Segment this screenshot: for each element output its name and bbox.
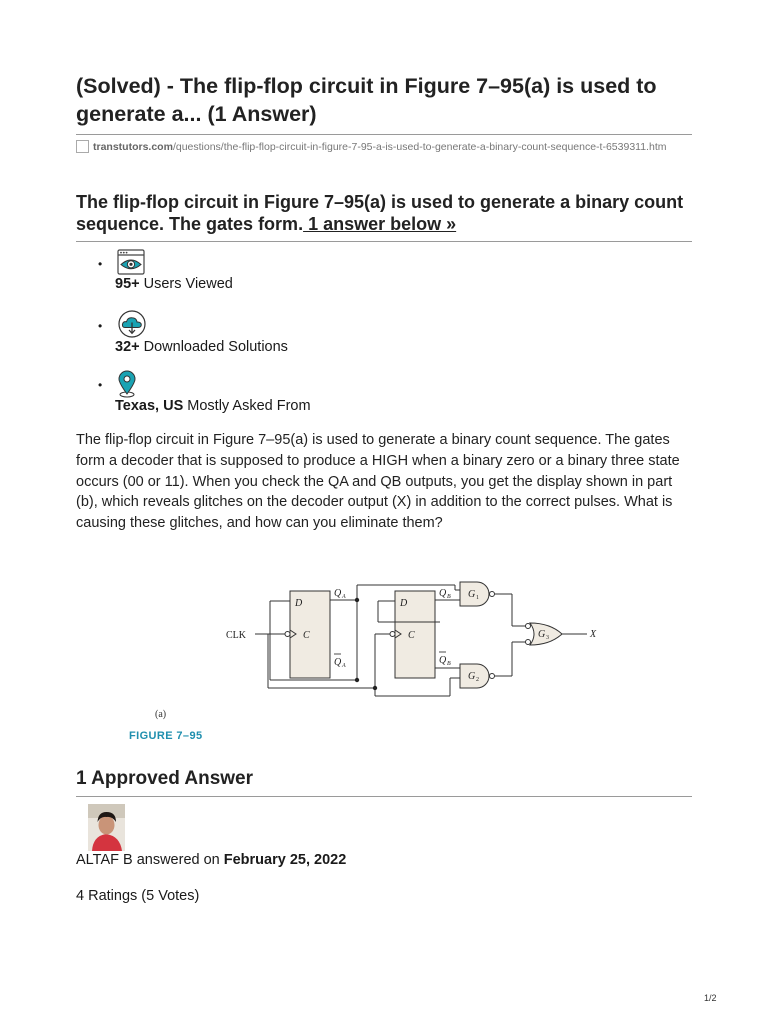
bullet: • bbox=[98, 378, 103, 392]
question-body: The flip-flop circuit in Figure 7–95(a) is used to generate a binary count sequence. The gates form a decoder that is supposed to produce a HIGH when a binary zero or a binary three state occurs (00 or 11). When you check the QA and QB outputs, you get the display shown in part (b), which reveals glitches on the decoder output (X) in addition to the correct pulses. What is causing these glitches, and how can you eliminate them? bbox=[76, 432, 680, 532]
c-label-b: C bbox=[408, 630, 415, 641]
qa-bar-sub: A bbox=[342, 663, 346, 669]
clk-label: CLK bbox=[226, 630, 246, 641]
url-path[interactable]: /questions/the-flip-flop-circuit-in-figure-7-95-a-is-used-to-generate-a-binary-count-sequence-t-6539311.htm bbox=[172, 141, 667, 153]
stat-value: 95+ bbox=[115, 276, 140, 292]
stat-text bbox=[115, 338, 288, 356]
page-title: (Solved) - The flip-flop circuit in Figure 7–95(a) is used to generate a... (1 Answer) bbox=[76, 74, 657, 126]
ratings: 4 Ratings (5 Votes) bbox=[76, 888, 200, 904]
qb-sub: B bbox=[447, 594, 451, 600]
bullet: • bbox=[98, 257, 103, 271]
stat-text bbox=[115, 397, 311, 415]
answer-date: February 25, 2022 bbox=[223, 852, 347, 868]
g3-label: G bbox=[538, 629, 546, 640]
answer-below-link[interactable]: 1 answer below » bbox=[303, 214, 457, 234]
g2-label: G bbox=[468, 671, 476, 682]
stat-label: Mostly Asked From bbox=[187, 398, 311, 414]
g1-label: G bbox=[468, 589, 476, 600]
title-divider bbox=[76, 134, 692, 135]
qb-bar-sub: B bbox=[447, 661, 451, 667]
stat-label: Downloaded Solutions bbox=[143, 339, 288, 355]
answers-divider bbox=[76, 796, 692, 797]
stat-label: Users Viewed bbox=[143, 276, 233, 292]
question-heading-text: The flip-flop circuit in Figure 7–95(a) is used to generate a binary count sequence. The gates form. bbox=[76, 192, 684, 234]
qb-label: Q bbox=[439, 588, 447, 599]
avatar bbox=[88, 804, 125, 851]
g1-sub: 1 bbox=[476, 595, 479, 601]
d-label-b: D bbox=[400, 598, 408, 609]
circuit-diagram bbox=[150, 568, 620, 698]
answered-by bbox=[76, 851, 346, 869]
author-name[interactable]: ALTAF B bbox=[76, 852, 133, 868]
stat-text bbox=[115, 275, 233, 293]
heading-divider bbox=[76, 241, 692, 242]
c-label-a: C bbox=[303, 630, 310, 641]
x-label: X bbox=[590, 629, 597, 640]
question-heading bbox=[76, 191, 692, 235]
figure-part-label: (a) bbox=[155, 709, 167, 720]
answers-heading: 1 Approved Answer bbox=[76, 768, 254, 789]
g2-sub: 2 bbox=[476, 677, 479, 683]
favicon-placeholder-icon bbox=[76, 140, 89, 153]
g3-sub: 3 bbox=[546, 635, 549, 641]
qa-sub: A bbox=[342, 594, 346, 600]
qa-bar-label: Q bbox=[334, 657, 342, 668]
circuit-figure bbox=[150, 568, 620, 703]
qa-label: Q bbox=[334, 588, 342, 599]
url-domain[interactable]: transtutors.com bbox=[93, 141, 173, 153]
stat-value: Texas, US bbox=[115, 398, 184, 414]
page-number: 1/2 bbox=[704, 993, 717, 1003]
figure-caption: FIGURE 7–95 bbox=[129, 730, 203, 742]
stat-users-viewed bbox=[76, 250, 476, 300]
bullet: • bbox=[98, 319, 103, 333]
answered-on-label: answered on bbox=[136, 852, 220, 868]
stat-mostly-asked-from bbox=[76, 371, 476, 421]
stat-value: 32+ bbox=[115, 339, 140, 355]
source-url[interactable] bbox=[76, 140, 692, 154]
d-label-a: D bbox=[295, 598, 303, 609]
qb-bar-label: Q bbox=[439, 655, 447, 666]
stat-downloaded-solutions bbox=[76, 312, 476, 362]
